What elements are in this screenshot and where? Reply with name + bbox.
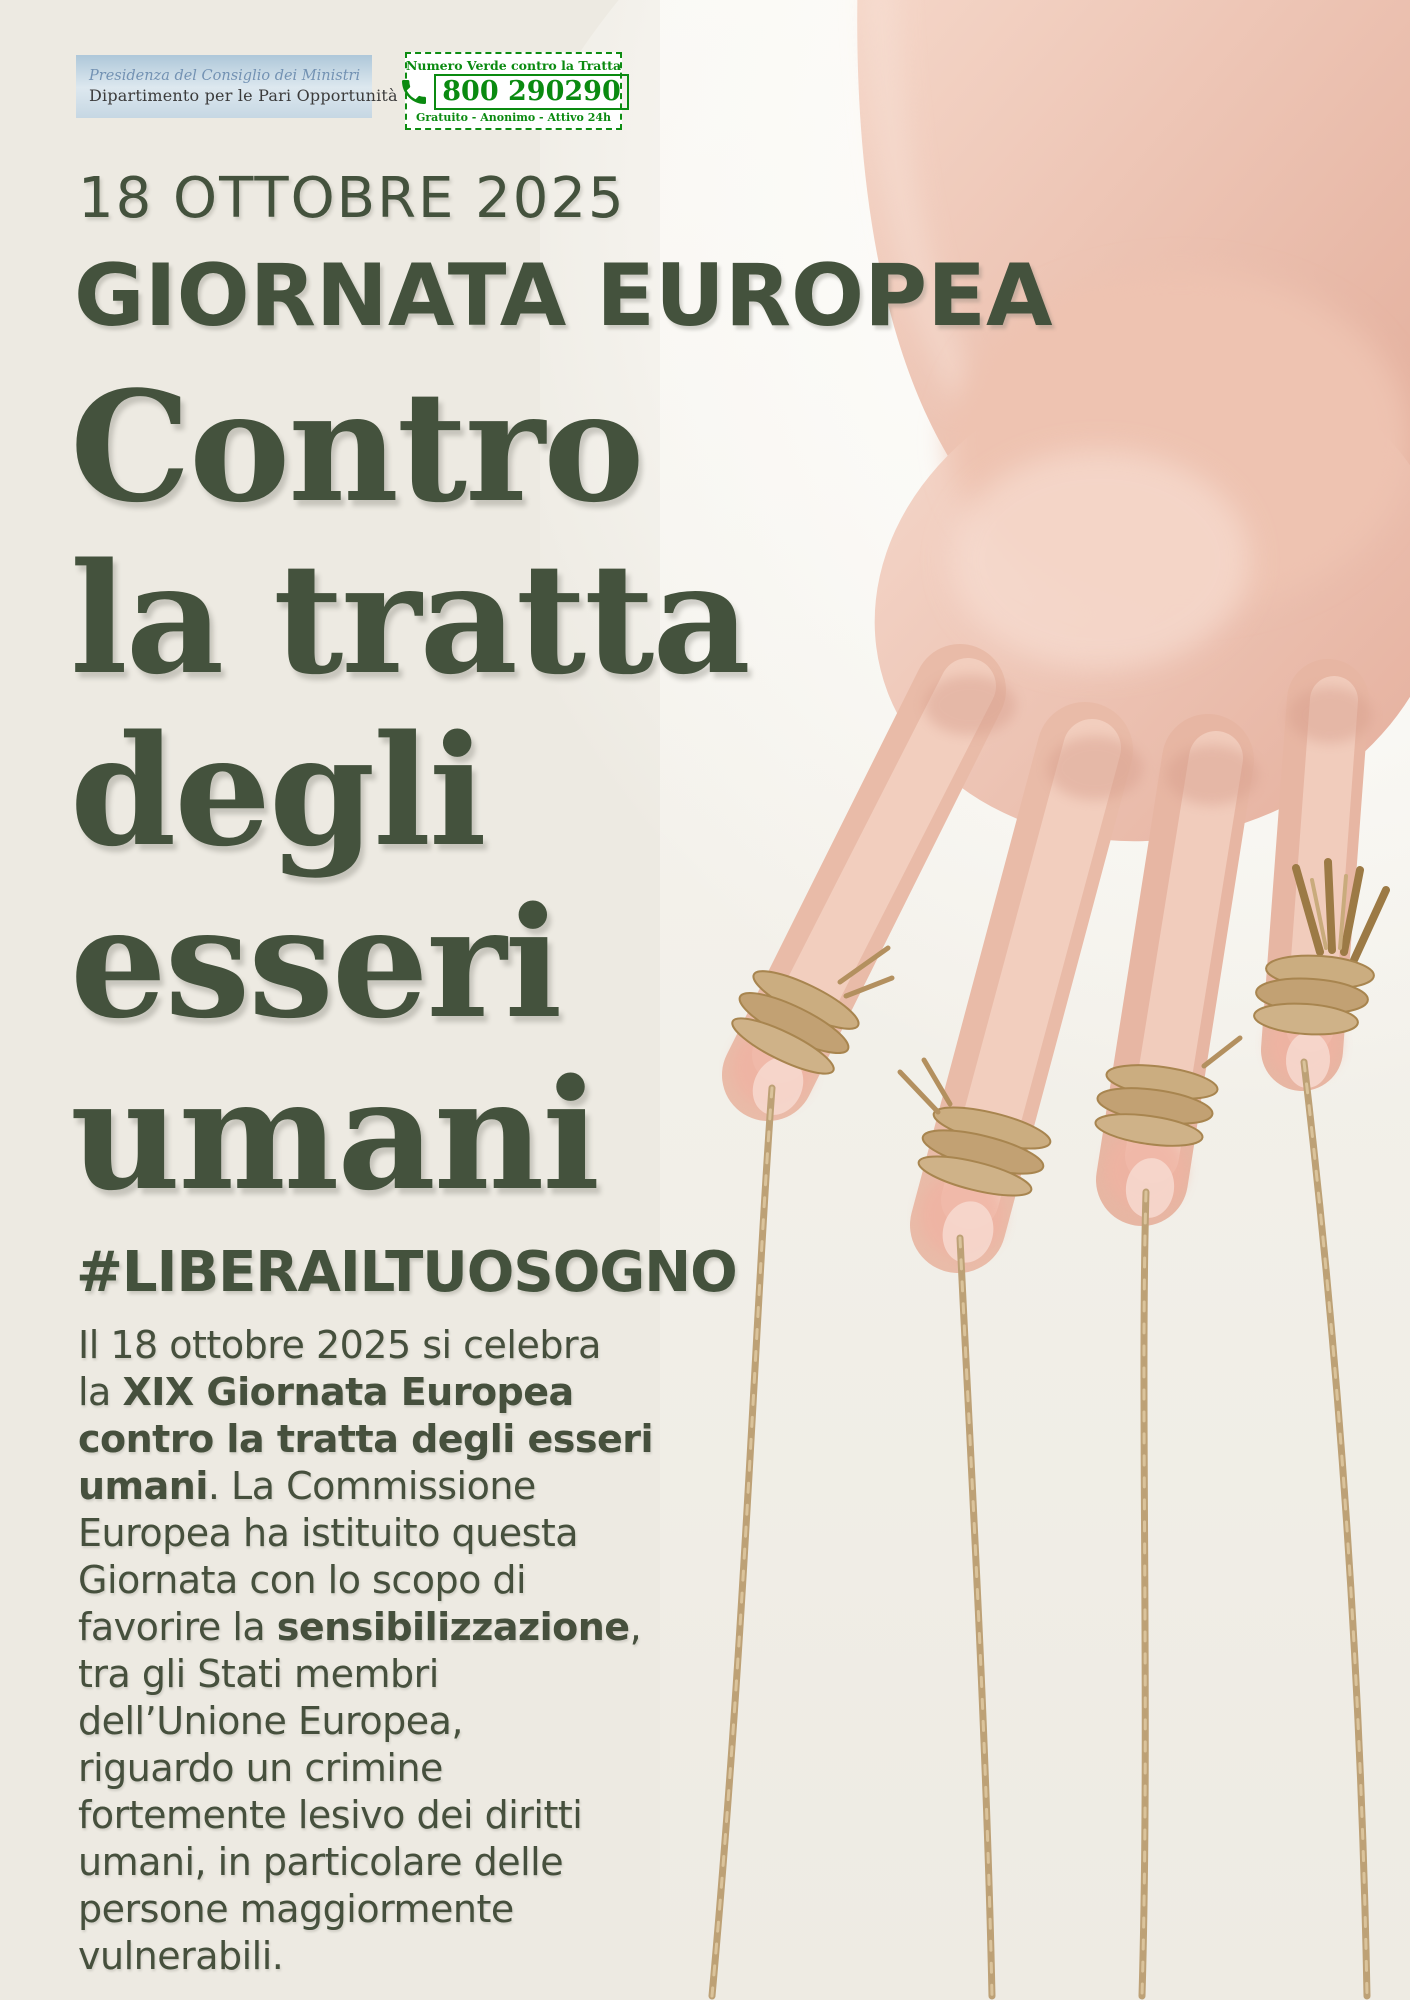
event-date: 18 OTTOBRE 2025 (78, 166, 626, 231)
body-line: Giornata con lo scopo di (78, 1558, 527, 1602)
body-line: riguardo un crimine (78, 1746, 443, 1790)
gov-logo-line1: Presidenza del Consiglio dei Ministri (89, 67, 361, 84)
kicker-title: GIORNATA EUROPEA (74, 246, 1053, 346)
main-title (70, 357, 749, 1224)
body-line: favorire la sensibilizzazione, (78, 1605, 642, 1649)
hotline-title: Numero Verde contro la Tratta (405, 58, 622, 74)
body-line: persone maggiormente (78, 1887, 514, 1931)
main-title-line: la tratta (70, 529, 749, 708)
body-line: fortemente lesivo dei diritti (78, 1793, 583, 1837)
campaign-hashtag: #LIBERAILTUOSOGNO (76, 1240, 737, 1305)
body-line: umani. La Commissione (78, 1464, 536, 1508)
phone-icon (398, 76, 430, 108)
main-title-line: umani (70, 1045, 599, 1224)
body-line: dell’Unione Europea, (78, 1699, 463, 1743)
body-text (78, 1322, 653, 1980)
body-line: la XIX Giornata Europea (78, 1370, 574, 1414)
body-line: tra gli Stati membri (78, 1652, 439, 1696)
main-title-line: esseri (70, 873, 561, 1052)
body-line: Il 18 ottobre 2025 si celebra (78, 1323, 601, 1367)
body-line: contro la tratta degli esseri (78, 1417, 654, 1461)
hotline-subtitle: Gratuito - Anonimo - Attivo 24h (415, 110, 611, 124)
hotline-badge (405, 52, 622, 130)
main-title-line: degli (70, 701, 485, 880)
body-line: Europea ha istituito questa (78, 1511, 579, 1555)
body-line: umani, in particolare delle (78, 1840, 564, 1884)
hotline-number: 800 290290 (434, 74, 628, 109)
gov-logo-line2: Dipartimento per le Pari Opportunità (89, 86, 398, 106)
body-line: vulnerabili. (78, 1934, 284, 1978)
gov-logo (76, 55, 398, 118)
main-title-line: Contro (70, 357, 643, 536)
